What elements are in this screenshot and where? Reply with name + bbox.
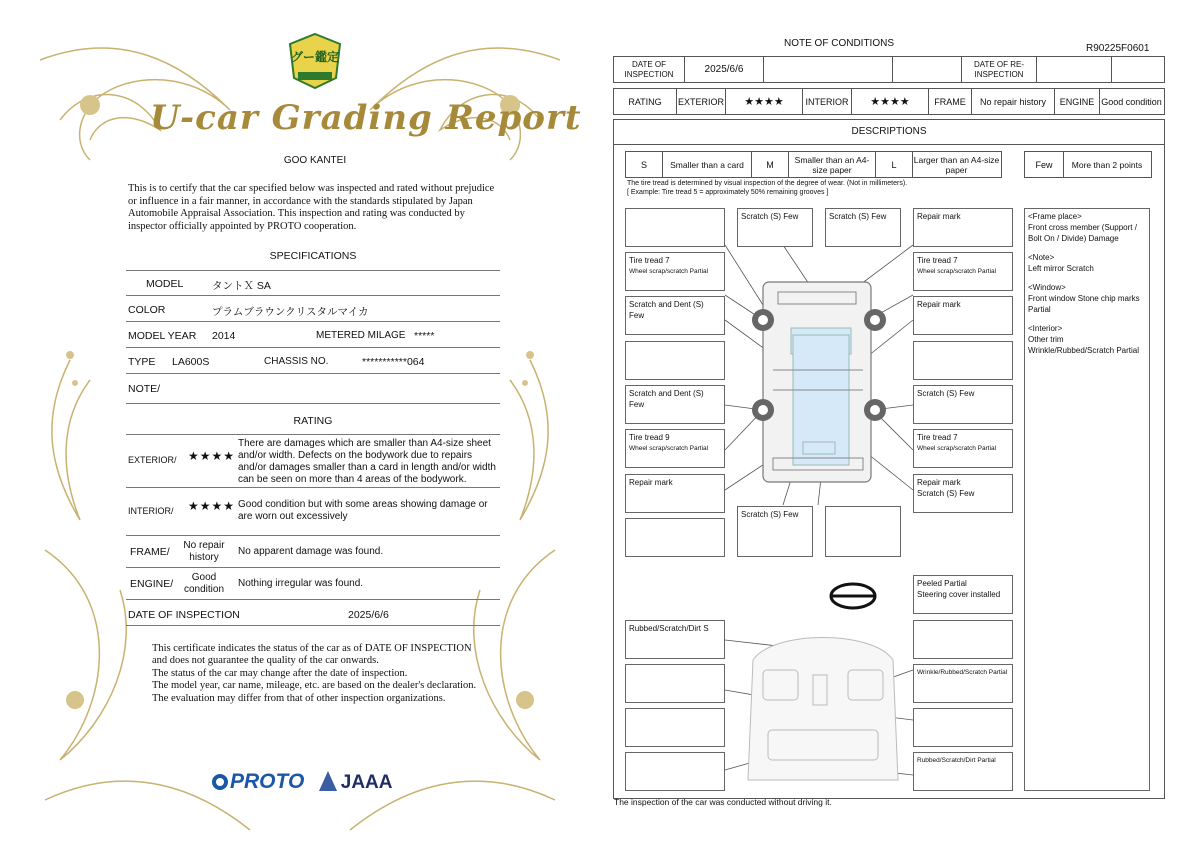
model-year-value: 2014 [212,330,236,342]
side-note-line [1028,244,1146,252]
jaaa-logo-text: JAAA [340,772,393,793]
tire-tread: Tire tread 7 [917,433,958,442]
legend-m-text: Smaller than an A4-size paper [789,152,876,177]
disclaimer-line: This certificate indicates the status of the car as of DATE OF INSPECTION and does not guarantee the quality of the car onwards. [152,643,472,667]
frame-row [126,537,500,568]
few-legend [1024,151,1152,178]
goo-kantei-badge [288,32,342,90]
color-label: COLOR [128,304,166,316]
logo-row [212,770,392,794]
descriptions-heading: DESCRIPTIONS [613,119,1165,145]
chassis-label: CHASSIS NO. [264,356,329,367]
type-row [126,349,500,374]
inspection-date-header [613,56,1165,83]
engine-label: ENGINE/ [130,578,174,590]
desc-box: Repair mark [913,208,1013,247]
notes-footer: The inspection of the car was conducted without driving it. [614,797,832,807]
desc-box-repair [913,474,1013,513]
wheel-condition: Wheel scrap/scratch Partial [629,445,709,452]
note-row [126,375,500,404]
desc-box-tire-rear-right [913,429,1013,468]
side-note-line: Front window Stone chip marks Partial [1028,294,1140,314]
tire-tread: Tire tread 7 [629,256,670,265]
proto-logo-text: PROTO [230,770,305,793]
desc-box-empty [913,620,1013,659]
disclaimer-line: The status of the car may change after the date of inspection. [152,667,408,679]
legend-m: M [752,152,789,177]
desc-box-empty [625,752,725,791]
engine-value: Good condition [1101,96,1162,107]
wheel-condition: Wheel scrap/scratch Partial [917,445,997,452]
side-note-line: <Window> [1028,283,1066,292]
desc-box: Rubbed/Scratch/Dirt Partial [913,752,1013,791]
model-value: タントＸ SA [212,280,271,292]
desc-line: Scratch (S) Few [917,489,975,498]
desc-box-tire-rear-left [625,429,725,468]
specifications-heading: SPECIFICATIONS [269,250,357,262]
type-label: TYPE [128,356,156,368]
desc-box: Scratch (S) Few [825,208,901,247]
exterior-description: There are damages which are smaller than A4-size sheet and/or width. Defects on the bodywork due to repairs and/or damages smaller than a card in length and/or width can be seen on more than 4 areas of the bodywork. [238,438,496,485]
inspection-date-value: 2025/6/6 [348,609,389,621]
date-inspection-value: 2025/6/6 [685,57,764,82]
exterior-rating-row [126,435,500,488]
exterior-stars: ★★★★ [188,449,236,463]
empty-cell [893,57,962,82]
proto-mark-icon [212,774,228,790]
badge-text: グー鑑定 [290,50,339,64]
desc-box-empty [625,518,725,557]
interior-label: INTERIOR [803,89,852,114]
interior-stars: ★★★★ [852,89,929,114]
desc-box-empty [625,341,725,380]
certificate-disclaimer [152,643,482,705]
frame-label: FRAME [929,89,972,114]
tire-note: The tire tread is determined by visual inspection of the degree of wear. (Not in millimeters). [627,180,908,187]
frame-label: FRAME/ [130,546,170,558]
year-row [126,323,500,348]
legend-l-text: Larger than an A4-size paper [913,154,1000,175]
desc-box-steering [913,575,1013,614]
exterior-stars: ★★★★ [726,89,803,114]
desc-box-empty [825,506,901,557]
certificate-title: U-car Grading Report [150,98,582,138]
mileage-value: ***** [414,330,435,342]
engine-value: Good condition [183,572,225,595]
tire-example: [ Example: Tire tread 5 = approximately 50% remaining grooves ] [627,189,829,196]
date-inspection-label: DATE OF INSPECTION [614,57,685,82]
model-label: MODEL [146,278,184,290]
desc-box: Scratch (S) Few [737,208,813,247]
side-note-line: Front cross member (Support / Bolt On / Divide) Damage [1028,223,1137,243]
inspection-date-label: DATE OF INSPECTION [128,609,240,621]
side-note-line: Wrinkle/Rubbed/Scratch Partial [1028,346,1140,355]
disclaimer-line: The evaluation may differ from that of other inspection organizations. [152,692,446,704]
desc-box: Repair mark [913,296,1013,335]
desc-box: Repair mark [625,474,725,513]
side-note-line: <Frame place> [1028,212,1082,221]
side-note-line [1028,315,1146,323]
desc-line: Steering cover installed [917,590,1001,599]
desc-box-tire-front-right [913,252,1013,291]
legend-l: L [876,152,913,177]
desc-box: Wrinkle/Rubbed/Scratch Partial [913,664,1013,703]
engine-row [126,569,500,600]
legend-s: S [626,152,663,177]
desc-box-empty [625,664,725,703]
exterior-label: EXTERIOR/ [128,455,177,465]
chassis-value: ***********064 [362,356,425,368]
desc-box: Rubbed/Scratch/Dirt S [625,620,725,659]
color-row [126,297,500,322]
rating-header [613,88,1165,115]
desc-box-empty [625,208,725,247]
interior-rating-row [126,489,500,536]
wheel-condition: Wheel scrap/scratch Partial [917,268,997,275]
rating-heading: RATING [293,415,333,427]
tire-tread: Tire tread 9 [629,433,670,442]
engine-label: ENGINE [1055,89,1100,114]
desc-box: Scratch (S) Few [737,506,813,557]
rating-label: RATING [614,89,677,114]
desc-line: Peeled Partial [917,579,967,588]
desc-box-tire-front-left [625,252,725,291]
proto-logo [212,770,304,794]
frame-value: No repair history [183,540,225,563]
interior-stars: ★★★★ [188,499,236,513]
org-name: GOO KANTEI [283,155,347,166]
jaaa-logo [319,771,393,794]
desc-line: Repair mark [917,478,961,487]
wheel-condition: Wheel scrap/scratch Partial [629,268,709,275]
side-note-line: Other trim [1028,335,1064,344]
frame-description: No apparent damage was found. [238,546,384,557]
disclaimer-line: The model year, car name, mileage, etc. are based on the dealer's declaration. [152,680,477,692]
interior-description: Good condition but with some areas showing damage or are worn out excessively [238,499,488,522]
side-note-line: Left mirror Scratch [1028,264,1094,273]
reinspection-label: DATE OF RE-INSPECTION [962,57,1037,82]
mileage-label: METERED MILAGE [316,330,406,341]
interior-label: INTERIOR/ [128,506,174,516]
desc-box-empty [625,708,725,747]
empty-cell [1037,57,1112,82]
side-notes-panel [1024,208,1150,791]
side-note-line: <Interior> [1028,324,1063,333]
side-note-line [1028,274,1146,282]
side-note-line: <Note> [1028,253,1055,262]
model-row [126,271,500,296]
desc-box: Scratch and Dent (S) Few [625,296,725,335]
frame-value: No repair history [972,89,1055,114]
engine-description: Nothing irregular was found. [238,578,364,589]
desc-box: Scratch and Dent (S) Few [625,385,725,424]
exterior-label: EXTERIOR [677,89,726,114]
notes-title: NOTE OF CONDITIONS [784,38,894,49]
reference-number: R90225F0601 [1086,43,1150,54]
note-label: NOTE/ [128,383,161,395]
color-value: プラムブラウンクリスタルマイカ [212,306,369,318]
jaaa-mark-icon [319,771,337,791]
model-year-label: MODEL YEAR [128,330,197,342]
desc-box-empty [913,708,1013,747]
legend-few-text: More than 2 points [1071,159,1143,170]
type-value: LA600S [172,356,210,368]
empty-cell [764,57,893,82]
certificate-intro: This is to certify that the car specified below was inspected and rated without prejudice or influence in a fair manner, in accordance with the standards stipulated by Japan Automobile Appraisal Association. This inspection and rating was conducted by inspector officially appointed by PROTO cooperation. [128,183,495,232]
legend-s-text: Smaller than a card [663,152,752,177]
desc-box-empty [913,341,1013,380]
inspection-date-row [126,601,500,626]
legend-few: Few [1025,152,1064,177]
desc-box: Scratch (S) Few [913,385,1013,424]
tire-tread: Tire tread 7 [917,256,958,265]
size-legend [625,151,1002,178]
